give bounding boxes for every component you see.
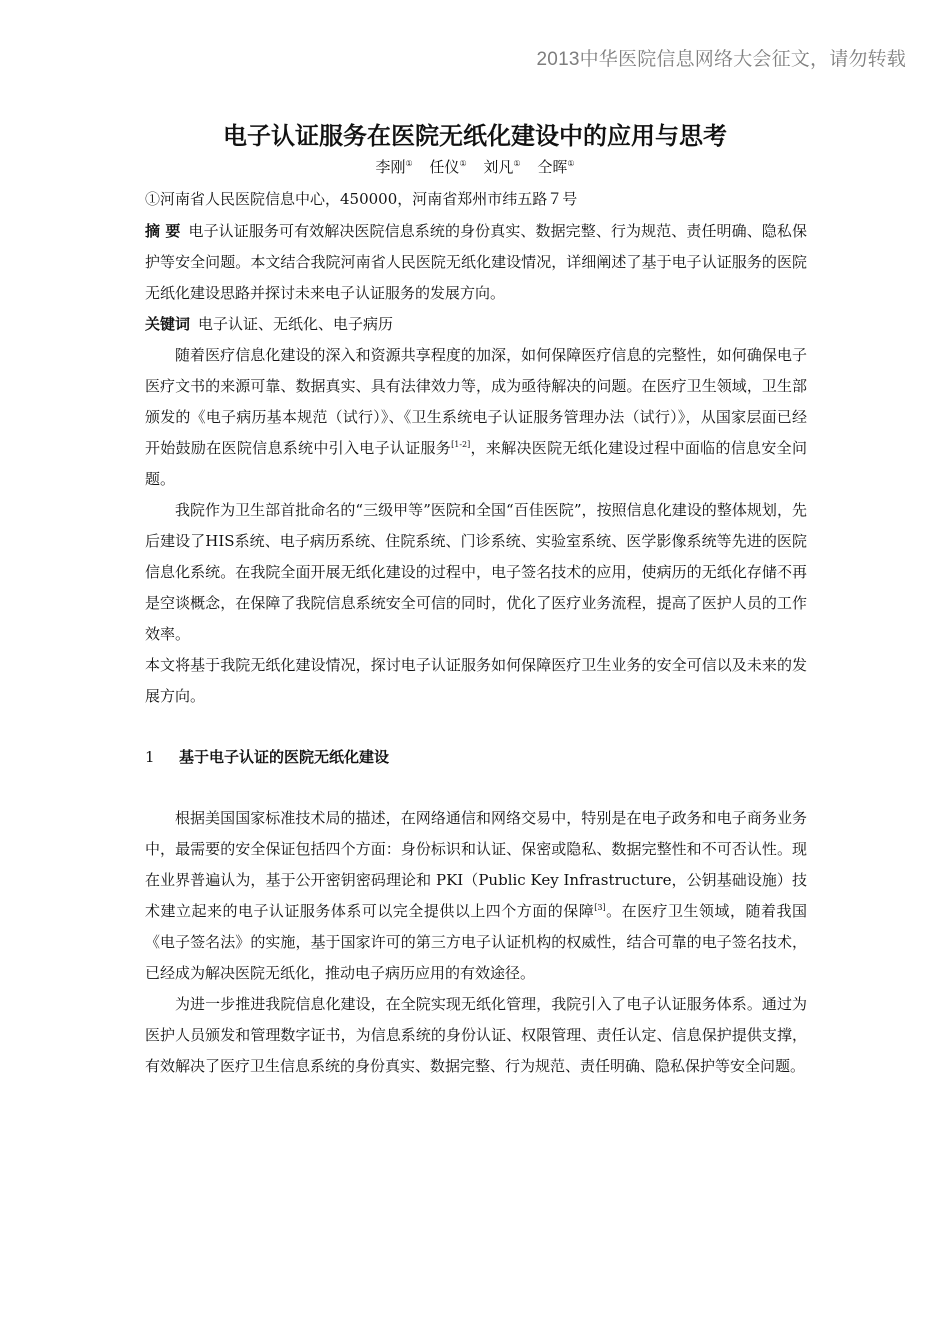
author bbox=[537, 158, 574, 176]
keywords bbox=[145, 309, 807, 340]
author-affiliation-mark: ① bbox=[513, 159, 521, 168]
citation-ref: [3] bbox=[594, 903, 606, 912]
author-name: 李刚 bbox=[375, 158, 406, 176]
abstract-text: 电子认证服务可有效解决医院信息系统的身份真实、数据完整、行为规范、责任明确、隐私保护等安全问题。本文结合我院河南省人民医院无纸化建设情况，详细阐述了基于电子认证服务的医院无纸化建设思路并探讨未来电子认证服务的发展方向。 bbox=[145, 222, 807, 302]
section1-p1-text-cont: 。在医疗卫生领域，随着我国《电子签名法》的实施，基于国家许可的第三方电子认证机构的权威性，结合可靠的电子签名技术，已经成为解决医院无纸化，推动电子病历应用的有效途径。 bbox=[145, 902, 807, 982]
keywords-text: 电子认证、无纸化、电子病历 bbox=[198, 315, 394, 333]
author-name: 仝晖 bbox=[537, 158, 568, 176]
section-title: 基于电子认证的医院无纸化建设 bbox=[179, 748, 390, 766]
section1-paragraph-2: 为进一步推进我院信息化建设，在全院实现无纸化管理，我院引入了电子认证服务体系。通过为医护人员颁发和管理数字证书，为信息系统的身份认证、权限管理、责任认定、信息保护提供支撑，有效解决了医疗卫生信息系统的身份真实、数据完整、行为规范、责任明确、隐私保护等安全问题。 bbox=[145, 995, 807, 1075]
intro-p1-text: 随着医疗信息化建设的深入和资源共享程度的加深，如何保障医疗信息的完整性，如何确保电子医疗文书的来源可靠、数据真实、具有法律效力等，成为亟待解决的问题。在医疗卫生领域，卫生部颁发的《电子病历基本规范（试行）》、《卫生系统电子认证服务管理办法（试行）》，从国家层面已经开始鼓励在医院信息系统中引入电子认证服务 bbox=[145, 346, 807, 457]
author-name: 刘凡 bbox=[483, 158, 514, 176]
section-number: 1 bbox=[145, 748, 155, 766]
author-affiliation-mark: ① bbox=[405, 159, 413, 168]
section1-p1-text: 根据美国国家标准技术局的描述，在网络通信和网络交易中，特别是在电子政务和电子商务业务中，最需要的安全保证包括四个方面：身份标识和认证、保密或隐私、数据完整性和不可否认性。现在业界普遍认为，基于公开密钥密码理论和 PKI（Public Key Infrastructure，公钥基础设施）技术建立起来的电子认证服务体系可以完全提供以上四个方面的保障 bbox=[145, 809, 807, 920]
watermark-text: 2013中华医院信息网络大会征文，请勿转载 bbox=[536, 49, 906, 70]
affiliation: ①河南省人民医院信息中心，450000，河南省郑州市纬五路７号 bbox=[145, 190, 578, 208]
author bbox=[429, 158, 466, 176]
author-name: 任仪 bbox=[429, 158, 460, 176]
author bbox=[375, 158, 412, 176]
intro-paragraph-3: 本文将基于我院无纸化建设情况，探讨电子认证服务如何保障医疗卫生业务的安全可信以及未来的发展方向。 bbox=[145, 656, 807, 705]
author-affiliation-mark: ① bbox=[459, 159, 467, 168]
intro-paragraph-1 bbox=[145, 340, 807, 495]
section1-paragraph-1 bbox=[145, 803, 807, 989]
paper-body bbox=[145, 216, 807, 1082]
paper-title: 电子认证服务在医院无纸化建设中的应用与思考 bbox=[223, 121, 727, 150]
abstract-label: 摘 要 bbox=[145, 222, 181, 240]
citation-ref: [1-2] bbox=[451, 440, 471, 449]
intro-p1-text-cont: ，来解决医院无纸化建设过程中面临的信息安全问题。 bbox=[145, 439, 807, 488]
author-affiliation-mark: ① bbox=[567, 159, 575, 168]
author-list bbox=[0, 156, 950, 177]
section-heading bbox=[145, 742, 807, 773]
intro-paragraph-2: 我院作为卫生部首批命名的“三级甲等”医院和全国“百佳医院”，按照信息化建设的整体规划，先后建设了HIS系统、电子病历系统、住院系统、门诊系统、实验室系统、医学影像系统等先进的医院信息化系统。在我院全面开展无纸化建设的过程中，电子签名技术的应用，使病历的无纸化存储不再是空谈概念，在保障了我院信息系统安全可信的同时，优化了医疗业务流程，提高了医护人员的工作效率。 bbox=[145, 501, 807, 643]
keywords-label: 关键词 bbox=[145, 315, 191, 333]
abstract bbox=[145, 216, 807, 309]
author bbox=[483, 158, 520, 176]
